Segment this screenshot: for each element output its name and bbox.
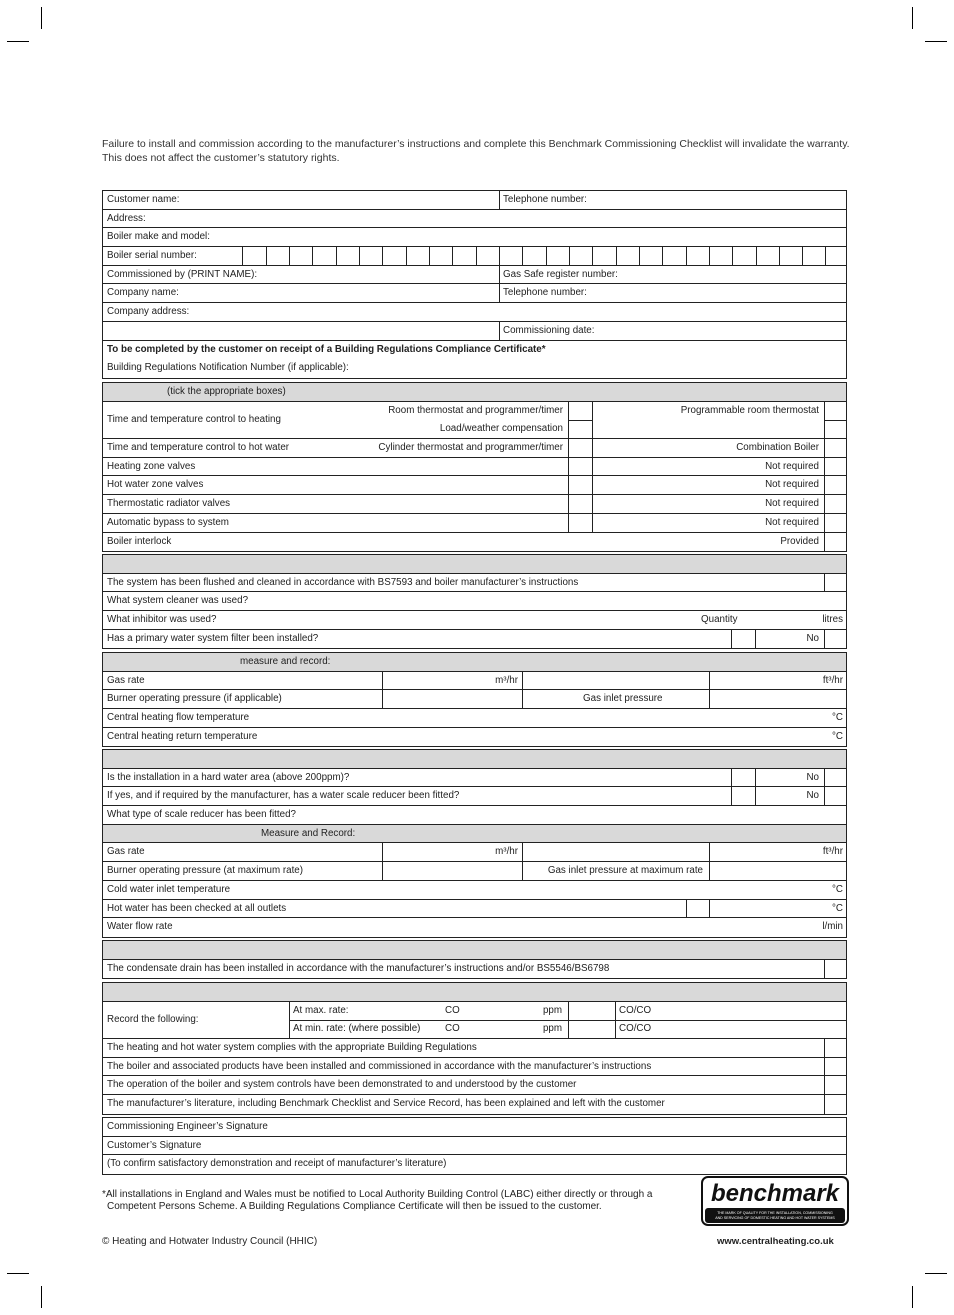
bypass-row: Automatic bypass to system Not required: [103, 514, 846, 533]
condensate-row: The condensate drain has been installed in accordance with the manufacturer’s instructions and/or BS5546/BS6798: [103, 960, 846, 979]
crop-mark: [925, 1273, 947, 1274]
inhibitor-row: What inhibitor was used? Quantity litres: [103, 611, 846, 630]
quantity-field[interactable]: Quantity: [701, 614, 738, 626]
central-heating-header: measure and record:: [103, 653, 846, 672]
hard-water-no-checkbox[interactable]: [824, 769, 847, 787]
reducer-type-field[interactable]: What type of scale reducer has been fitted?: [107, 809, 296, 821]
condensate-checkbox[interactable]: [824, 960, 847, 979]
hot-checked-row: Hot water has been checked at all outlets °C: [103, 900, 846, 919]
ch-flow-row: Central heating flow temperature °C: [103, 709, 846, 728]
customer-name-row: [103, 191, 846, 210]
company-address-field[interactable]: Company address:: [107, 306, 190, 318]
controls-section: [102, 382, 847, 552]
hot-water-zone-checkbox[interactable]: [568, 476, 592, 494]
commissioning-date-row: [103, 322, 846, 341]
commissioned-by-field[interactable]: Commissioned by (PRINT NAME):: [107, 268, 258, 280]
svg-text:THE MARK OF QUALITY FOR THE IN: THE MARK OF QUALITY FOR THE INSTALLATION, COMMISSIONING: [717, 1211, 833, 1215]
reducer-type-row: [103, 806, 846, 825]
complies-row: The heating and hot water system complies with the appropriate Building Regulations: [103, 1039, 846, 1058]
ch-return-row: Central heating return temperature °C: [107, 730, 843, 742]
bcc-heading: To be completed by the customer on receipt of a Building Regulations Compliance Certificate*: [107, 343, 546, 355]
trv-checkbox[interactable]: [568, 495, 592, 513]
crop-mark: [912, 7, 913, 29]
dhw-gas-rate-row: Gas rate m³/hr ft³/hr: [103, 843, 846, 862]
footnote-line-2: Competent Persons Scheme. A Building Regulations Compliance Certificate will then be issued to the customer.: [107, 1201, 602, 1212]
combi-checkbox[interactable]: [824, 439, 847, 457]
company-name-field[interactable]: Company name:: [107, 287, 179, 299]
inhibitor-field[interactable]: What inhibitor was used?: [107, 614, 217, 626]
trv-not-required-checkbox[interactable]: [824, 495, 847, 513]
crop-mark: [41, 1286, 42, 1308]
customer-signature-row: [103, 1137, 846, 1156]
filter-yes-checkbox[interactable]: [731, 630, 755, 649]
heating-zone-not-required-checkbox[interactable]: [824, 458, 847, 476]
serial-row: [103, 247, 846, 266]
boiler-make-row: [103, 228, 846, 247]
address-row: [103, 210, 846, 229]
bypass-not-required-checkbox[interactable]: [824, 514, 847, 532]
literature-row: The manufacturer’s literature, including Benchmark Checklist and Service Record, has been explained and left with the customer: [103, 1095, 846, 1114]
system-header: [103, 555, 846, 574]
cold-inlet-row: Cold water inlet temperature °C: [103, 881, 846, 900]
gas-safe-field[interactable]: Gas Safe register number:: [503, 268, 618, 280]
trv-row: Thermostatic radiator valves Not required: [103, 495, 846, 514]
literature-checkbox[interactable]: [824, 1095, 847, 1114]
website-link[interactable]: www.centralheating.co.uk: [717, 1236, 834, 1247]
all-systems-section: [102, 982, 847, 1115]
crop-mark: [925, 41, 947, 42]
hard-water-row: Is the installation in a hard water area (above 200ppm)? No: [103, 769, 846, 788]
reducer-no-checkbox[interactable]: [824, 787, 847, 805]
serial-field[interactable]: Boiler serial number:: [107, 250, 197, 262]
company-address-row: [103, 303, 846, 322]
company-name-row: [103, 284, 846, 303]
hot-checked-checkbox[interactable]: [686, 900, 709, 918]
cylinder-thermo-checkbox[interactable]: [568, 439, 592, 457]
logo-word: benchmark: [710, 1180, 840, 1207]
crop-mark: [912, 1286, 913, 1308]
demonstrated-checkbox[interactable]: [824, 1076, 847, 1094]
central-heating-section: [102, 652, 847, 747]
ch-gas-rate-row: Gas rate m³/hr ft³/hr: [103, 672, 846, 691]
hot-water-header: [103, 750, 846, 769]
confirm-row: (To confirm satisfactory demonstration and receipt of manufacturer’s literature): [107, 1158, 447, 1170]
flushed-checkbox[interactable]: [824, 574, 847, 592]
customer-details-section: [102, 190, 847, 379]
all-systems-header: [103, 983, 846, 1002]
cleaner-row: [103, 592, 846, 611]
crop-mark: [41, 7, 42, 29]
controls-header: (tick the appropriate boxes): [103, 383, 846, 402]
signatures-section: [102, 1117, 847, 1175]
interlock-row: Boiler interlock Provided: [103, 533, 846, 552]
notification-field[interactable]: Building Regulations Notification Number (if applicable):: [107, 362, 349, 374]
hot-water-zone-not-required-checkbox[interactable]: [824, 476, 847, 494]
flushed-row: The system has been flushed and cleaned in accordance with BS7593 and boiler manufacturer’s instructions: [103, 574, 846, 593]
warranty-notice: Failure to install and commission according to the manufacturer’s instructions and complete this Benchmark Commissioning Checklist will invalidate the warranty. This does not affect the customer’s statutory rights.: [102, 138, 850, 164]
svg-text:AND SERVICING OF DOMESTIC HEAT: AND SERVICING OF DOMESTIC HEATING AND HOT WATER SYSTEMS: [715, 1216, 835, 1220]
system-section: [102, 554, 847, 649]
crop-mark: [7, 41, 29, 42]
reducer-yes-checkbox[interactable]: [731, 787, 755, 805]
heating-zone-row: Heating zone valves Not required: [103, 458, 846, 477]
hot-water-section: [102, 749, 847, 938]
complies-checkbox[interactable]: [824, 1039, 847, 1057]
engineer-signature-field[interactable]: Commissioning Engineer’s Signature: [107, 1121, 268, 1132]
copyright: © Heating and Hotwater Industry Council (HHIC): [102, 1236, 318, 1247]
engineer-signature-row: [103, 1118, 846, 1137]
filter-no-checkbox[interactable]: [824, 630, 847, 649]
flow-rate-row: Water flow rate l/min: [107, 921, 843, 933]
notification-row: [103, 359, 846, 378]
cleaner-field[interactable]: What system cleaner was used?: [107, 595, 249, 607]
bypass-checkbox[interactable]: [568, 514, 592, 532]
record-row: Record the following: At max. rate: CO ppm CO/CO At min. rate: (where possible) CO ppm CO/CO: [103, 1002, 846, 1039]
boiler-make-field[interactable]: Boiler make and model:: [107, 231, 210, 243]
address-field[interactable]: Address:: [107, 212, 146, 224]
hot-water-control-row: Time and temperature control to hot water Cylinder thermostat and programmer/timer Combination Boiler: [103, 439, 846, 458]
customer-signature-field[interactable]: Customer’s Signature: [107, 1139, 202, 1151]
dhw-burner-row: Burner operating pressure (at maximum rate) Gas inlet pressure at maximum rate: [103, 862, 846, 881]
company-telephone-field[interactable]: Telephone number:: [503, 287, 587, 299]
hot-water-zone-row: Hot water zone valves Not required: [103, 476, 846, 495]
interlock-provided-checkbox[interactable]: [824, 533, 847, 552]
installed-checkbox[interactable]: [824, 1058, 847, 1076]
commissioned-by-row: [103, 266, 846, 285]
crop-mark: [7, 1273, 29, 1274]
customer-name-field[interactable]: Customer name:: [107, 194, 180, 205]
heating-control-row: Time and temperature control to heating Room thermostat and programmer/timer Load/weather compensation Programmable room thermostat: [103, 402, 846, 439]
hard-water-yes-checkbox[interactable]: [731, 769, 755, 787]
benchmark-logo: [701, 1176, 849, 1226]
footnote-line-1: *All installations in England and Wales must be notified to Local Authority Building Control (LABC) either directly or through a: [102, 1189, 653, 1200]
commissioning-date-field[interactable]: Commissioning date:: [503, 324, 595, 336]
condensate-section: [102, 940, 847, 979]
installed-row: The boiler and associated products have been installed and commissioned in accordance with the manufacturer’s instructions: [103, 1058, 846, 1077]
ch-burner-row: Burner operating pressure (if applicable) Gas inlet pressure: [103, 690, 846, 709]
reducer-row: If yes, and if required by the manufacturer, has a water scale reducer been fitted? No: [103, 787, 846, 806]
bcc-heading-row: [103, 341, 846, 360]
telephone-field[interactable]: Telephone number:: [503, 194, 587, 205]
demonstrated-row: The operation of the boiler and system controls have been demonstrated to and understood by the customer: [103, 1076, 846, 1095]
filter-row: Has a primary water system filter been installed? No: [103, 630, 846, 649]
dhw-header: Measure and Record:: [103, 825, 846, 844]
condensate-header: [103, 941, 846, 960]
heating-zone-checkbox[interactable]: [568, 458, 592, 476]
